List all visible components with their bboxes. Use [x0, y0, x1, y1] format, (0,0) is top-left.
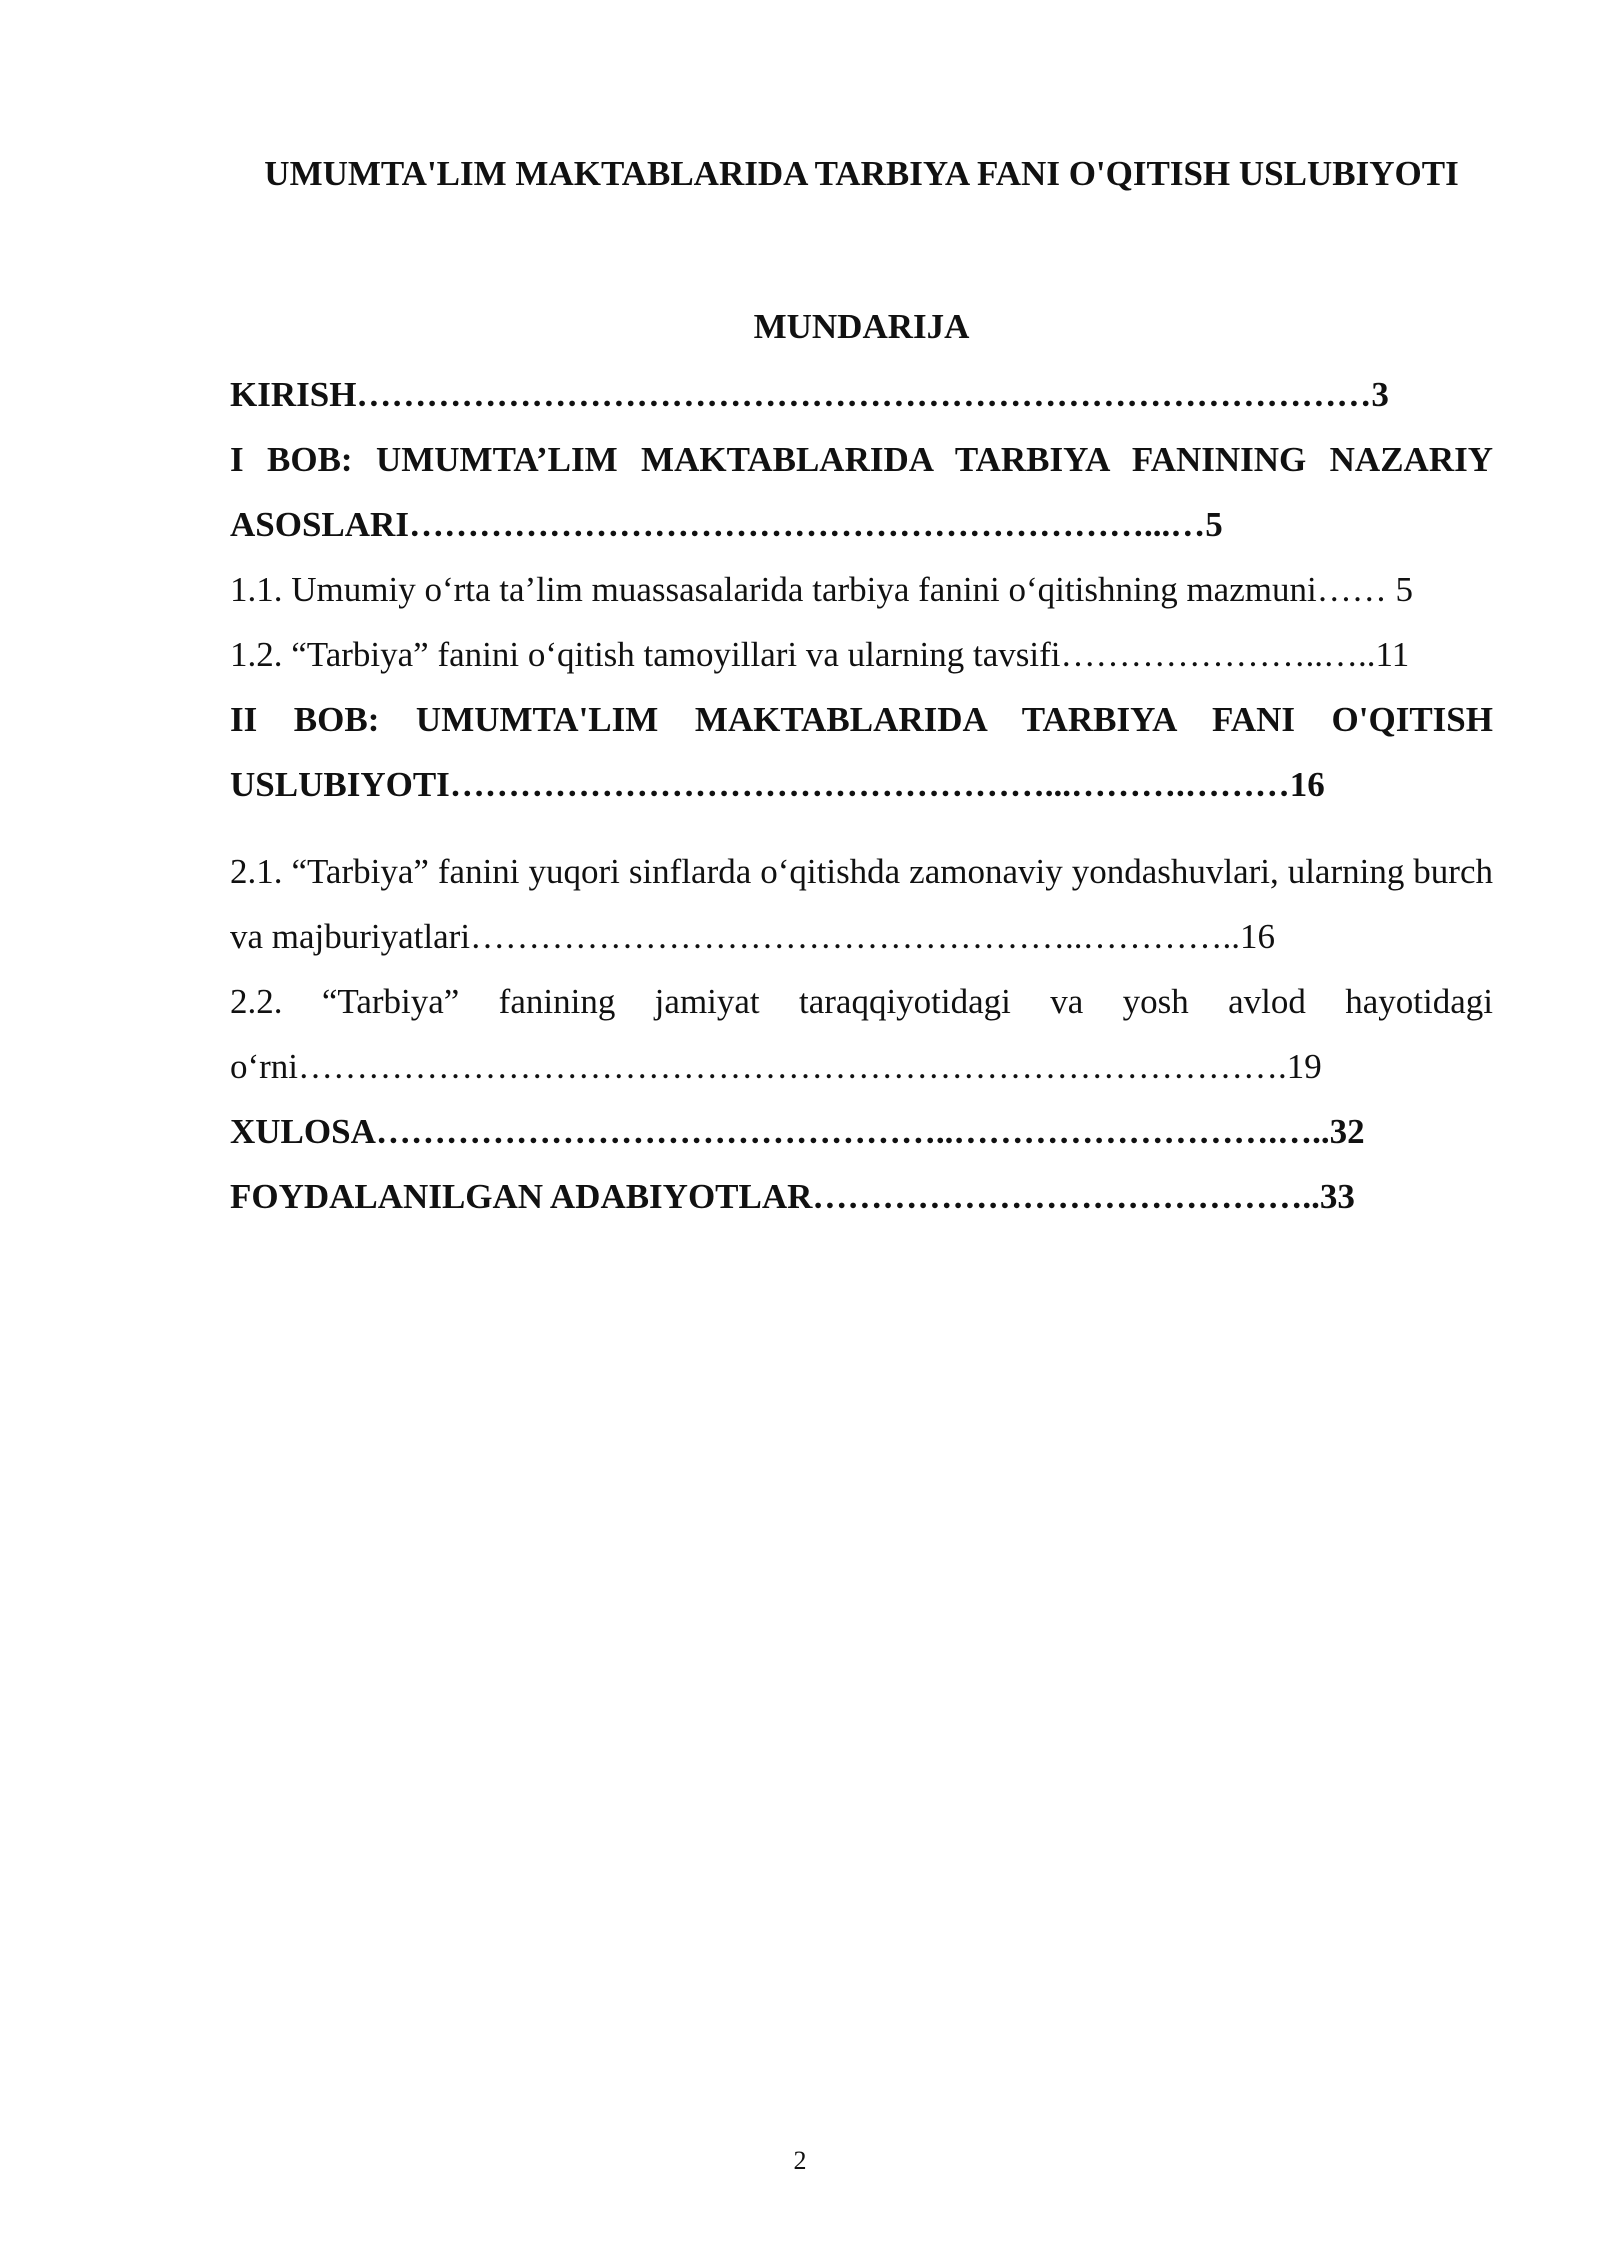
toc-entry-introduction: KIRISH……………………………………………………………………………3	[230, 375, 1389, 414]
toc-heading: MUNDARIJA	[753, 307, 970, 346]
toc-entry-chapter-1: I BOB: UMUMTA’LIM MAKTABLARIDA TARBIYA FANINING NAZARIY ASOSLARI………………………………………………………...…5	[230, 440, 1493, 544]
table-of-contents	[230, 362, 1493, 1229]
toc-entry-section-1-2: 1.2. “Tarbiya” fanini o‘qitish tamoyillari va ularning tavsifi…………………..…..11	[230, 635, 1410, 674]
page-number: 2	[793, 2146, 807, 2175]
toc-entry-references: FOYDALANILGAN ADABIYOTLAR……………………………………..33	[230, 1177, 1355, 1216]
toc-entry-chapter-2: II BOB: UMUMTA'LIM MAKTABLARIDA TARBIYA FANI O'QITISH USLUBIYOTI……………………………………………...……….………16	[230, 700, 1493, 804]
toc-entry-section-2-1: 2.1. “Tarbiya” fanini yuqori sinflarda o‘qitishda zamonaviy yondashuvlari, ularning burch va majburiyatlari……………………………………………..…………..16	[230, 852, 1493, 956]
toc-entry-conclusion: XULOSA…………………………………………..……………………….…..32	[230, 1112, 1365, 1151]
document-title: UMUMTA'LIM MAKTABLARIDA TARBIYA FANI O'QITISH USLUBIYOTI	[264, 154, 1459, 193]
toc-entry-section-2-2: 2.2. “Tarbiya” fanining jamiyat taraqqiyotidagi va yosh avlod hayotidagi o‘rni………………………………………………………………………….19	[230, 982, 1493, 1086]
toc-entry-section-1-1: 1.1. Umumiy o‘rta ta’lim muassasalarida tarbiya fanini o‘qitishning mazmuni…… 5	[230, 570, 1413, 609]
